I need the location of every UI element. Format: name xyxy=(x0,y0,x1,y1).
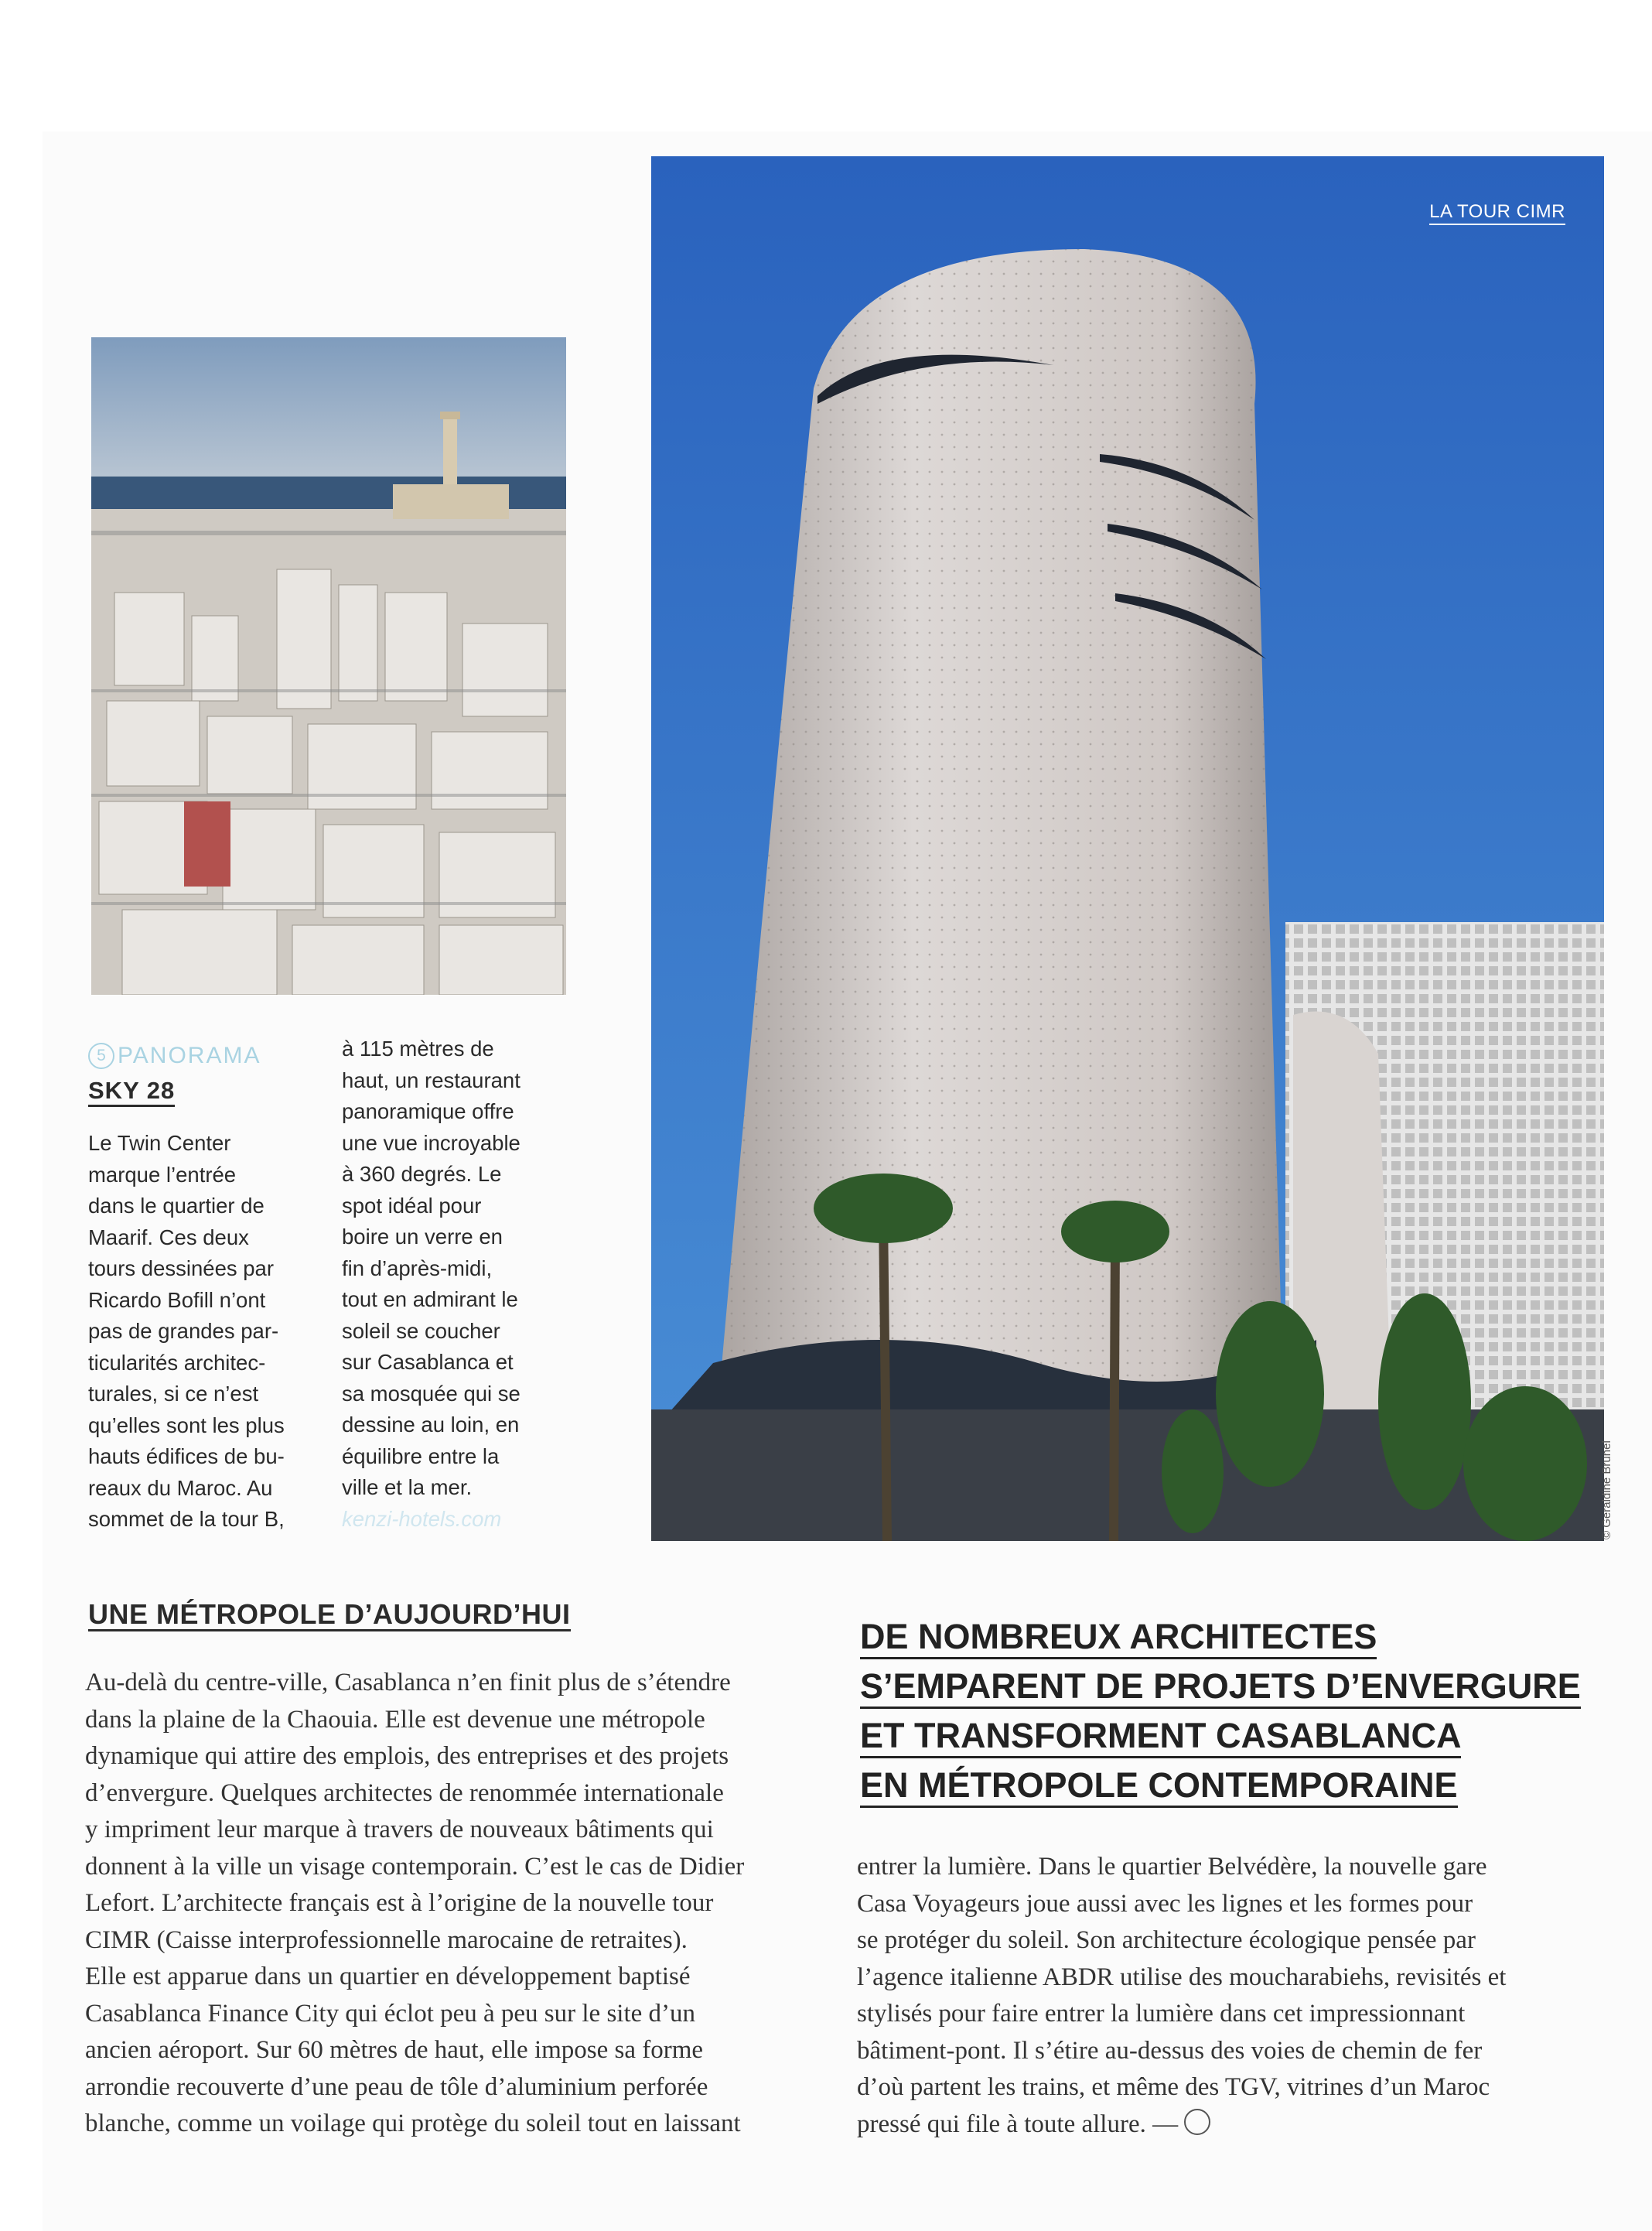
sidebar-url: kenzi-hotels.com xyxy=(342,1506,502,1531)
pullquote-line: EN MÉTROPOLE CONTEMPORAINE xyxy=(860,1765,1458,1808)
end-mark-icon xyxy=(1184,2109,1210,2135)
kicker-number: 5 xyxy=(88,1043,114,1069)
tower-photo-label: LA TOUR CIMR xyxy=(1429,201,1565,225)
photo-credit: © Geraldine Brunel xyxy=(1600,1440,1613,1539)
section-kicker xyxy=(88,1043,261,1069)
pullquote-line: S’EMPARENT DE PROJETS D’ENVERGURE xyxy=(860,1666,1581,1709)
sidebar-text-col1: Le Twin Center marque l’entrée dans le quartier de Maarif. Ces deux tours dessinées par Ricardo Bofill n’ont pas de grandes par- ticularités architec- turales, si ce n’est qu’elles sont les plus hauts édifices de bu- reaux du Maroc. Au sommet de la tour B, xyxy=(88,1131,285,1531)
kicker-label: PANORAMA xyxy=(118,1043,261,1068)
section-heading: UNE MÉTROPOLE D’AUJOURD’HUI xyxy=(88,1598,571,1630)
article-left-column: Au-delà du centre-ville, Casablanca n’en finit plus de s’étendre dans la plaine de la Chaouia. Elle est devenue une métropole dynamique qui attire des emplois, des entreprises et des projets d’envergure. Quelques architectes de renommée internationale y impriment leur marque à travers de nouveaux bâtiments qui donnent à la ville un visage contemporain. C’est le cas de Didier Lefort. L’architecte français est à l’origine de la nouvelle tour CIMR (Caisse interprofessionnelle marocaine de retraites). Elle est apparue dans un quartier en développement baptisé Casablanca Finance City qui éclot peu à peu sur le site d’un ancien aéroport. Sur 60 mètres de haut, elle impose sa forme arrondie recouverte d’une peau de tôle d’aluminium perforée blanche, comme un voilage qui protège du soleil tout en laissant xyxy=(85,1669,745,2137)
sidebar-text-col2 xyxy=(342,1034,566,1535)
casablanca-panorama-photo xyxy=(91,337,566,995)
pullquote-line: DE NOMBREUX ARCHITECTES xyxy=(860,1617,1377,1659)
pull-quote xyxy=(860,1612,1587,1810)
article-right-text: entrer la lumière. Dans le quartier Belvédère, la nouvelle gare Casa Voyageurs joue aussi avec les lignes et les formes pour se protéger du soleil. Son architecture écologique pensée par l’agence italienne ABDR utilise des moucharabiehs, revisités et stylisés pour faire entrer la lumière dans cet impressionnant bâtiment-pont. Il s’étire au-dessus des voies de chemin de fer d’où partent les trains, et même des TGV, vitrines d’un Maroc pressé qui file à toute allure. — xyxy=(857,1853,1507,2138)
article-right-column xyxy=(857,1849,1582,2143)
sidebar-title: SKY 28 xyxy=(88,1077,175,1107)
pullquote-line: ET TRANSFORMENT CASABLANCA xyxy=(860,1716,1461,1758)
sidebar-col2-text: à 115 mètres de haut, un restaurant panoramique offre une vue incroyable à 360 degrés. Le spot idéal pour boire un verre en fin d’après-midi, tout en admirant le soleil se coucher sur Casablanca et sa mosquée qui se dessine au loin, en équilibre entre la ville et la mer. xyxy=(342,1037,521,1499)
tour-cimr-photo xyxy=(651,156,1604,1541)
